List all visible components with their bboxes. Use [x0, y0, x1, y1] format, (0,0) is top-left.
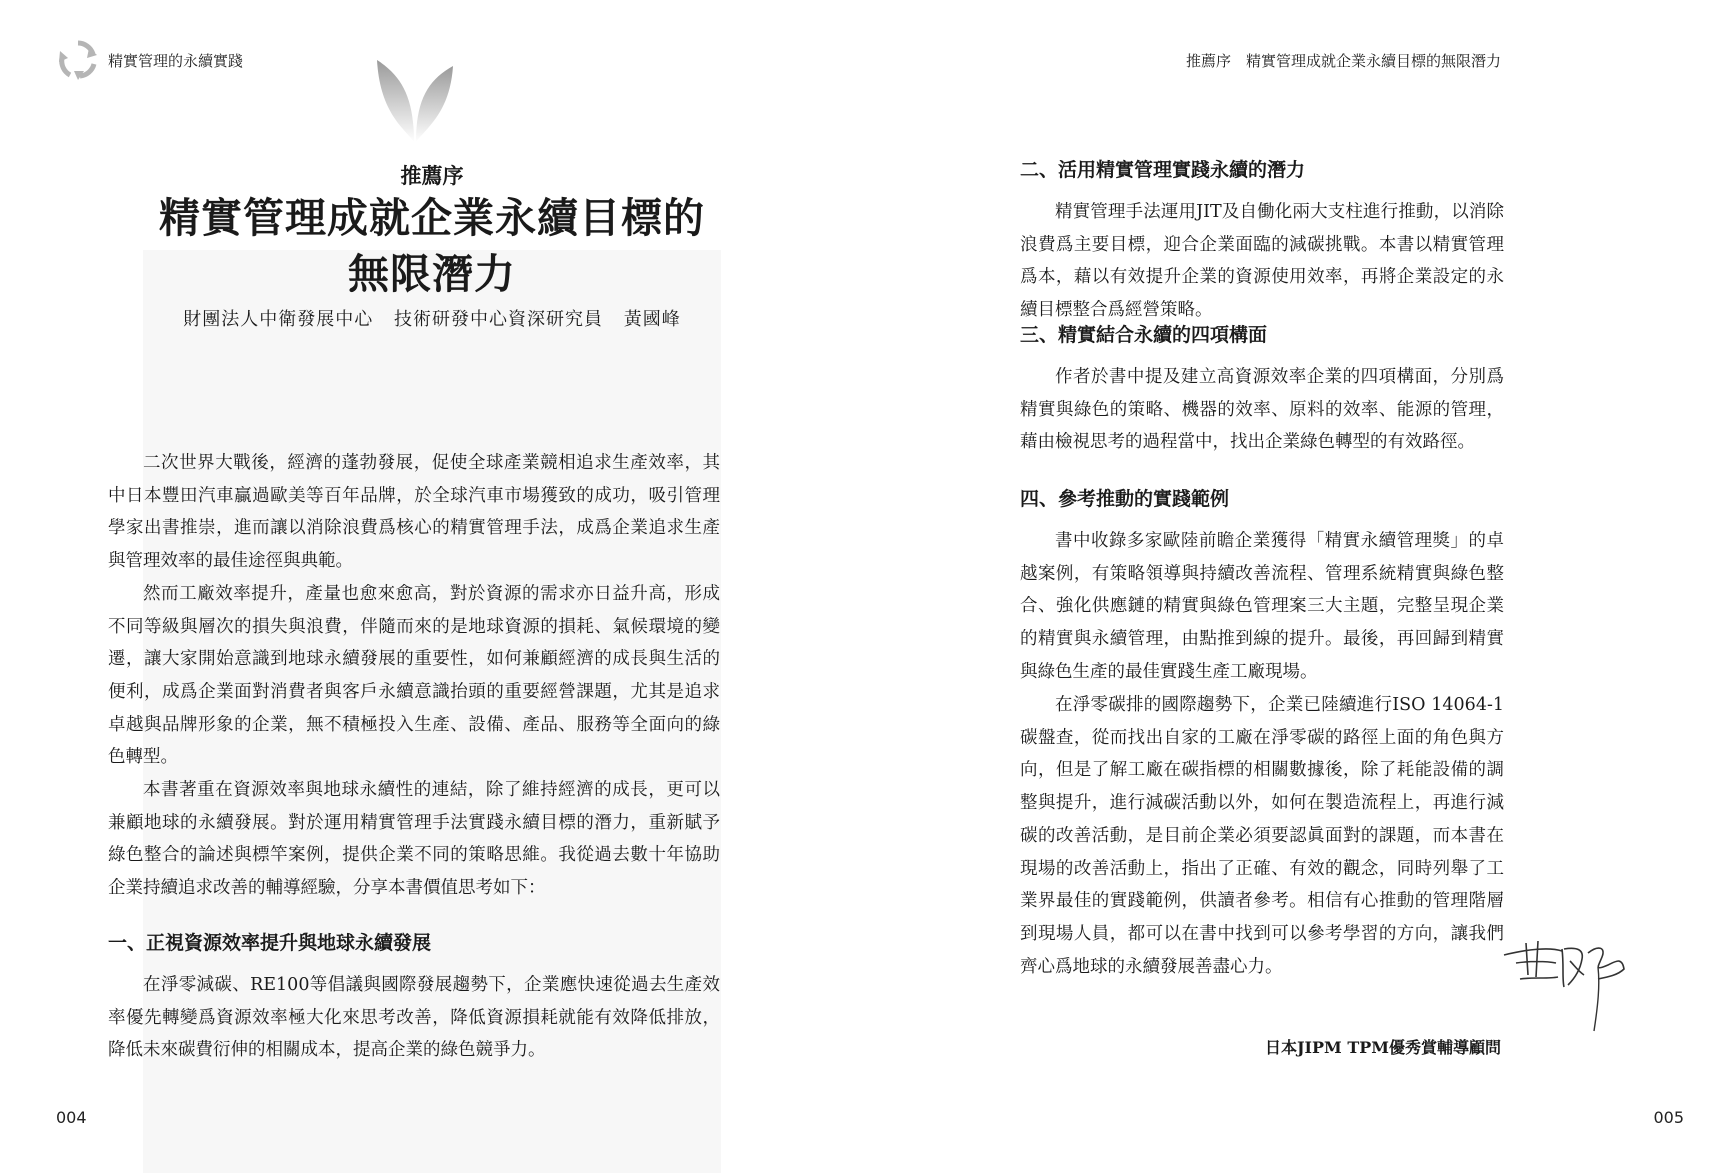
section-heading-1: 一、正視資源效率提升與地球永續發展: [108, 932, 432, 954]
paragraph: 然而工廠效率提升，產量也愈來愈高，對於資源的需求亦日益升高，形成不同等級與層次的損失與浪費，伴隨而來的是地球資源的損耗、氣候環境的變遷，讓大家開始意識到地球永續發展的重要性，如何兼顧經濟的成長與生活的便利，成爲企業面對消費者與客戶永續意識抬頭的重要經營課題，尤其是追求卓越與品牌形象的企業，無不積極投入生產、設備、產品、服務等全面向的綠色轉型。: [108, 583, 720, 768]
right-page: [868, 0, 1736, 1173]
closing-text: [1020, 689, 1504, 983]
author-byline: 財團法人中衛發展中心 技術研發中心資深研究員 黃國峰: [183, 309, 681, 330]
intro-text: [108, 447, 720, 905]
pre-title: 推薦序: [400, 164, 464, 188]
page-number-left: 004: [56, 1108, 87, 1127]
paragraph: 在淨零碳排的國際趨勢下，企業已陸續進行ISO 14064-1碳盤查，從而找出自家的工廠在淨零碳的路徑上面的角色與方向，但是了解工廠在碳指標的相關數據後，除了耗能設備的調整與提升，進行減碳活動以外，如何在製造流程上，再進行減碳的改善活動，是目前企業必須要認眞面對的課題，而本書在現場的改善活動上，指出了正確、有效的觀念，同時列舉了工業界最佳的實踐範例，供讀者參考。相信有心推動的管理階層到現場人員，都可以在書中找到可以參考學習的方向，讓我們齊心爲地球的永續發展善盡心力。: [1020, 695, 1504, 977]
title-line-2: 無限潛力: [348, 250, 516, 298]
recycle-icon: [56, 38, 100, 82]
section-text-4: [1020, 525, 1504, 689]
page-title: [110, 190, 754, 302]
paragraph: 本書著重在資源效率與地球永續性的連結，除了維持經濟的成長，更可以兼顧地球的永續發展。對於運用精實管理手法實踐永續目標的潛力，重新賦予綠色整合的論述與標竿案例，提供企業不同的策略思維。我從過去數十年協助企業持續追求改善的輔導經驗，分享本書價值思考如下：: [108, 780, 720, 899]
paragraph: 作者於書中提及建立高資源效率企業的四項構面，分別爲精實與綠色的策略、機器的效率、原料的效率、能源的管理，藉由檢視思考的過程當中，找出企業綠色轉型的有效路徑。: [1020, 367, 1504, 453]
running-head-left: 精實管理的永續實踐: [108, 52, 244, 70]
paragraph: 在淨零減碳、RE100等倡議與國際發展趨勢下，企業應快速從過去生產效率優先轉變爲資源效率極大化來思考改善，降低資源損耗就能有效降低排放，降低未來碳費衍伸的相關成本，提高企業的綠色競爭力。: [108, 975, 720, 1061]
paragraph: 精實管理手法運用JIT及自働化兩大支柱進行推動，以消除浪費爲主要目標，迎合企業面臨的減碳挑戰。本書以精實管理爲本，藉以有效提升企業的資源使用效率，再將企業設定的永續目標整合爲經營策略。: [1020, 202, 1504, 321]
section-heading-3: 三、精實結合永續的四項構面: [1020, 324, 1268, 346]
title-line-1: 精實管理成就企業永續目標的: [159, 194, 705, 242]
page-number-right: 005: [1653, 1108, 1684, 1127]
section-heading-2: 二、活用精實管理實踐永續的潛力: [1020, 159, 1306, 181]
running-head-right: 推薦序 精實管理成就企業永續目標的無限潛力: [1185, 52, 1501, 70]
section-text-2: [1020, 196, 1504, 327]
section-heading-4: 四、參考推動的實踐範例: [1020, 488, 1230, 510]
section-text-1: [108, 969, 720, 1067]
leaf-icon: [374, 58, 456, 144]
paragraph: 書中收錄多家歐陸前瞻企業獲得「精實永續管理獎」的卓越案例，有策略領導與持續改善流程、管理系統精實與綠色整合、強化供應鏈的精實與綠色管理案三大主題，完整呈現企業的精實與永續管理，由點推到線的提升。最後，再回歸到精實與綠色生產的最佳實踐生產工廠現場。: [1020, 531, 1504, 682]
section-text-3: [1020, 361, 1504, 459]
signer-title: 日本JIPM TPM優秀賞輔導顧問: [1264, 1038, 1501, 1057]
signature-mark: [1498, 935, 1628, 1035]
paragraph: 二次世界大戰後，經濟的蓬勃發展，促使全球產業競相追求生產效率，其中日本豐田汽車贏過歐美等百年品牌，於全球汽車市場獲致的成功，吸引管理學家出書推崇，進而讓以消除浪費爲核心的精實管理手法，成爲企業追求生產與管理效率的最佳途徑與典範。: [108, 453, 720, 572]
